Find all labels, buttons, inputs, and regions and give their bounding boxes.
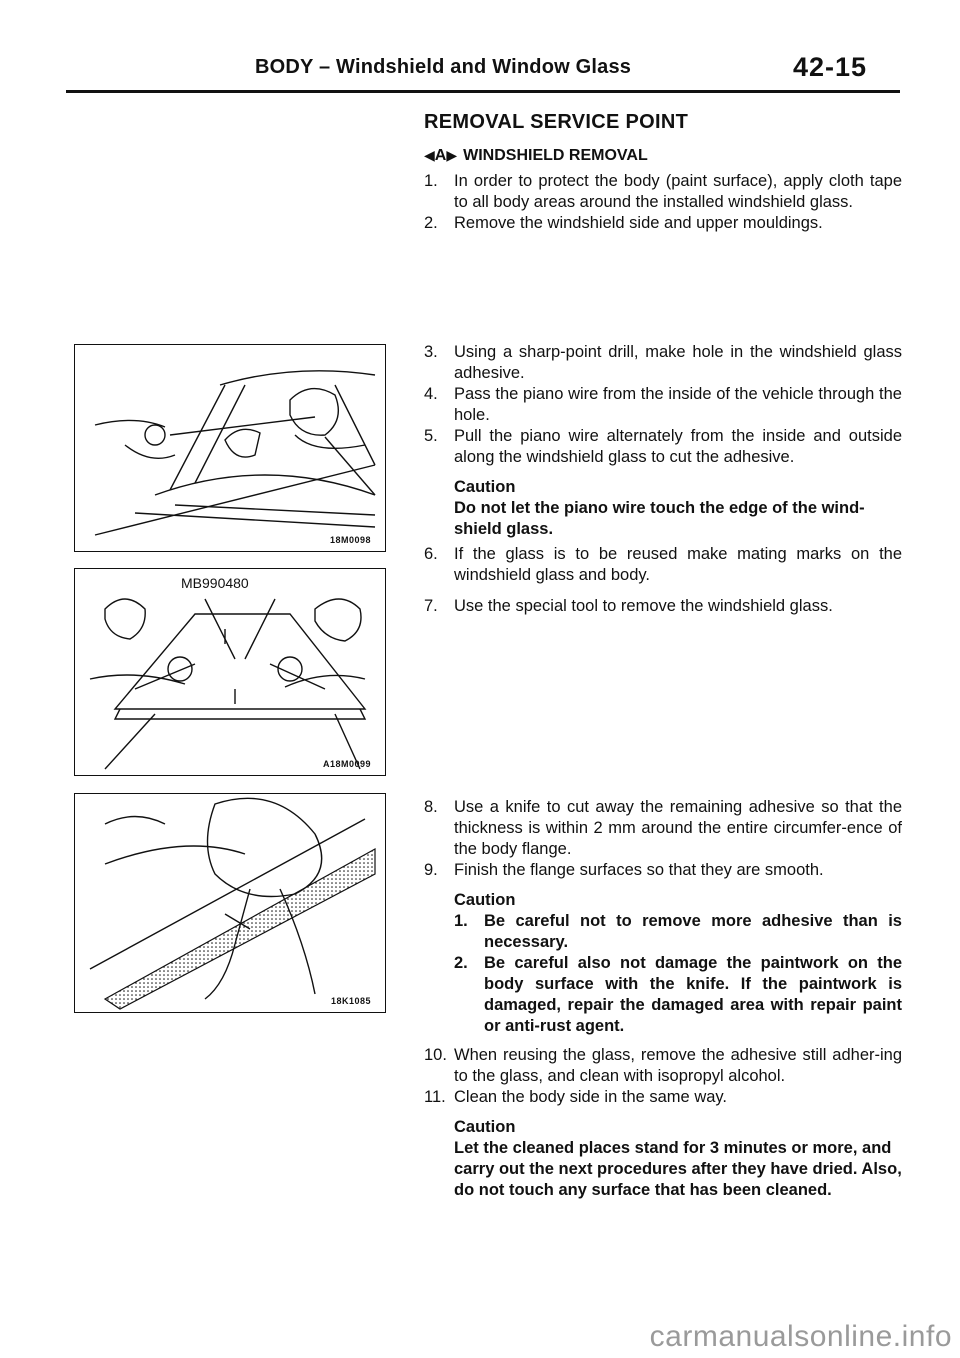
figure-knife-adhesive [74, 793, 386, 1013]
step-7: 7. Use the special tool to remove the windshield glass. [424, 597, 833, 615]
header-rule [66, 90, 900, 93]
step-4: 4. Pass the piano wire from the inside of the vehicle through the hole. [424, 385, 902, 424]
left-triangle-icon: ◀ [424, 147, 435, 163]
figure-piano-wire [74, 344, 386, 552]
step-8: 8. Use a knife to cut away the remaining adhesive so that the thickness is within 2 mm around the entire circumfer-ence of the body flange. [424, 798, 902, 858]
caution-3 [454, 1117, 902, 1201]
step-3: 3. Using a sharp-point drill, make hole in the windshield glass adhesive. [424, 343, 902, 382]
caution-1 [454, 477, 902, 540]
header-title: BODY – Windshield and Window Glass [255, 56, 632, 78]
subheading [424, 145, 902, 166]
subheading-text: WINDSHIELD REMOVAL [463, 147, 648, 164]
caution-item-2: 2. Be careful also not damage the paintwork on the body surface with the knife. If the paintwork is damaged, repair the damaged area with repair paint or anti-rust agent. [454, 954, 902, 1035]
caution-label: Caution [454, 478, 516, 496]
knife-adhesive-illustration [75, 794, 385, 1012]
reference-mark [424, 145, 457, 166]
caution-label: Caution [454, 1118, 516, 1136]
tool-label: MB990480 [181, 575, 249, 591]
step-5: 5. Pull the piano wire alternately from the inside and outside along the windshield glass to cut the adhesive. [424, 427, 902, 466]
section-intro [424, 112, 902, 234]
caution-text: Do not let the piano wire touch the edge of the wind-shield glass. [454, 499, 865, 538]
caution-text: Let the cleaned places stand for 3 minutes or more, and carry out the next procedures after they have dried. Also, do not touch any surface that has been cleaned. [454, 1139, 902, 1199]
piano-wire-illustration [75, 345, 385, 551]
step-9: 9. Finish the flange surfaces so that they are smooth. [424, 861, 824, 879]
step-6: 6. If the glass is to be reused make mating marks on the windshield glass and body. [424, 545, 902, 584]
caution-item-1: 1. Be careful not to remove more adhesive than is necessary. [454, 912, 902, 951]
reference-letter: A [434, 147, 447, 164]
figure-code: A18M0099 [322, 759, 371, 769]
figure-special-tool [74, 568, 386, 776]
step-2: 2. Remove the windshield side and upper mouldings. [424, 214, 823, 232]
figure-code: 18M0098 [329, 535, 371, 545]
section-wire-cut [424, 342, 902, 617]
step-1: 1. In order to protect the body (paint surface), apply cloth tape to all body areas around the installed windshield glass. [424, 172, 902, 211]
figure-code: 18K1085 [330, 996, 371, 1006]
step-10: 10. When reusing the glass, remove the adhesive still adher-ing to the glass, and clean with isopropyl alcohol. [424, 1046, 902, 1085]
section-adhesive [424, 797, 902, 1205]
special-tool-illustration [75, 569, 385, 775]
caution-2 [454, 890, 902, 1037]
page-number: 42-15 [793, 52, 868, 82]
caution-label: Caution [454, 891, 516, 909]
right-triangle-icon: ▶ [446, 147, 458, 163]
section-title: REMOVAL SERVICE POINT [424, 111, 689, 133]
step-11: 11. Clean the body side in the same way. [424, 1088, 728, 1106]
watermark-text: carmanualsonline.info [649, 1320, 952, 1353]
